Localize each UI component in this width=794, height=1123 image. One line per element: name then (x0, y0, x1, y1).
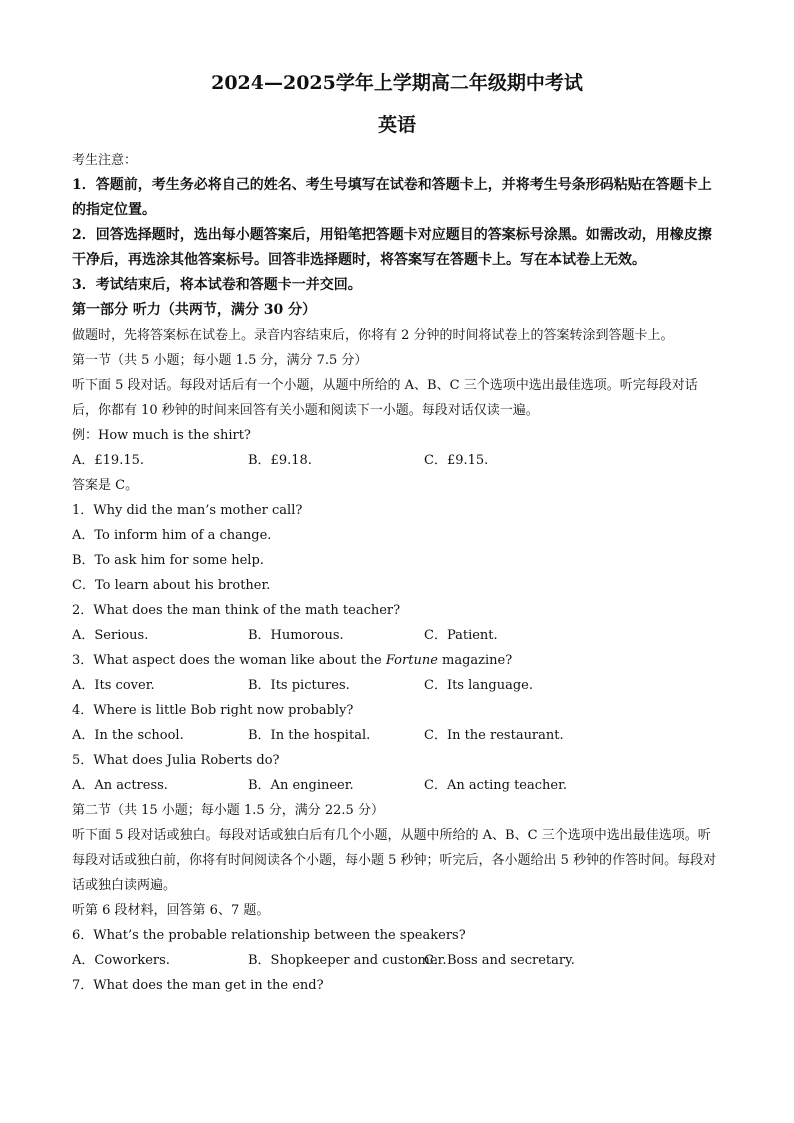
example-option-b: B．£9.18. (248, 453, 312, 468)
notice-heading: 考生注意： (72, 153, 138, 168)
example-option-a: A．£19.15. (72, 453, 145, 468)
question-4: 4．Where is little Bob right now probably? (72, 703, 354, 718)
example-question: 例：How much is the shirt? (72, 428, 251, 443)
example-options (72, 448, 722, 473)
part1-instruction: 做题时，先将答案标在试卷上。录音内容结束后，你将有 2 分钟的时间将试卷上的答案转涂到答题卡上。 (72, 328, 674, 343)
q3-option-c: C．Its language. (424, 678, 533, 693)
q3-option-b: B．Its pictures. (248, 678, 350, 693)
exam-title: 2024—2025学年上学期高二年级期中考试 (211, 72, 583, 94)
notice-item-1: 1．答题前，考生务必将自己的姓名、考生号填写在试卷和答题卡上，并将考生号条形码粘贴在答题卡上的指定位置。 (72, 177, 712, 218)
q1-option-c: C．To learn about his brother. (72, 578, 271, 593)
q4-option-c: C．In the restaurant. (424, 728, 564, 743)
example-answer: 答案是 C。 (72, 478, 139, 493)
q3-text-start: 3．What aspect does the woman like about the (72, 653, 386, 668)
question-3 (72, 648, 722, 673)
q4-options (72, 723, 722, 748)
notice-item-3: 3．考试结束后，将本试卷和答题卡一并交回。 (72, 277, 362, 293)
question-6: 6．What’s the probable relationship between the speakers? (72, 928, 466, 943)
notice-item-2: 2．回答选择题时，选出每小题答案后，用铅笔把答题卡对应题目的答案标号涂黑。如需改动，用橡皮擦干净后，再选涂其他答案标号。回答非选择题时，将答案写在答题卡上。写在本试卷上无效。 (72, 227, 712, 268)
section2-heading: 第二节（共 15 小题；每小题 1.5 分，满分 22.5 分） (72, 803, 384, 818)
material-6-note: 听第 6 段材料，回答第 6、7 题。 (72, 903, 270, 918)
q6-option-b: B．Shopkeeper and customer. (248, 953, 447, 968)
q5-options (72, 773, 722, 798)
q3-text-end: magazine? (437, 653, 513, 668)
q1-option-b: B．To ask him for some help. (72, 553, 264, 568)
question-7: 7．What does the man get in the end? (72, 978, 324, 993)
question-2: 2．What does the man think of the math teacher? (72, 603, 401, 618)
section1-instruction: 听下面 5 段对话。每段对话后有一个小题，从题中所给的 A、B、C 三个选项中选出最佳选项。听完每段对话后，你都有 10 秒钟的时间来回答有关小题和阅读下一小题。每段对话仅读一遍。 (72, 378, 698, 418)
question-1: 1．Why did the man’s mother call? (72, 503, 303, 518)
q2-option-b: B．Humorous. (248, 628, 344, 643)
q2-option-c: C．Patient. (424, 628, 498, 643)
q6-option-c: C．Boss and secretary. (424, 953, 575, 968)
section2-instruction: 听下面 5 段对话或独白。每段对话或独白后有几个小题，从题中所给的 A、B、C 三个选项中选出最佳选项。听每段对话或独白前，你将有时间阅读各个小题，每小题 5 秒钟；听完后，各小题给出 5 秒钟的作答时间。每段对话或独白读两遍。 (72, 828, 717, 893)
part1-heading: 第一部分 听力（共两节，满分 30 分） (72, 302, 317, 318)
q4-option-a: A．In the school. (72, 728, 184, 743)
exam-subject: 英语 (377, 114, 416, 136)
q3-option-a: A．Its cover. (72, 678, 155, 693)
q1-option-a: A．To inform him of a change. (72, 528, 272, 543)
question-5: 5．What does Julia Roberts do? (72, 753, 280, 768)
q6-option-a: A．Coworkers. (72, 953, 170, 968)
q5-option-b: B．An engineer. (248, 778, 354, 793)
q2-options (72, 623, 722, 648)
example-option-c: C．£9.15. (424, 453, 489, 468)
q6-options (72, 948, 722, 973)
section1-heading: 第一节（共 5 小题；每小题 1.5 分，满分 7.5 分） (72, 353, 368, 368)
q5-option-a: A．An actress. (72, 778, 168, 793)
q4-option-b: B．In the hospital. (248, 728, 371, 743)
q3-options (72, 673, 722, 698)
q5-option-c: C．An acting teacher. (424, 778, 568, 793)
q2-option-a: A．Serious. (72, 628, 149, 643)
q3-magazine-name: Fortune (385, 653, 438, 668)
exam-page (72, 68, 722, 998)
